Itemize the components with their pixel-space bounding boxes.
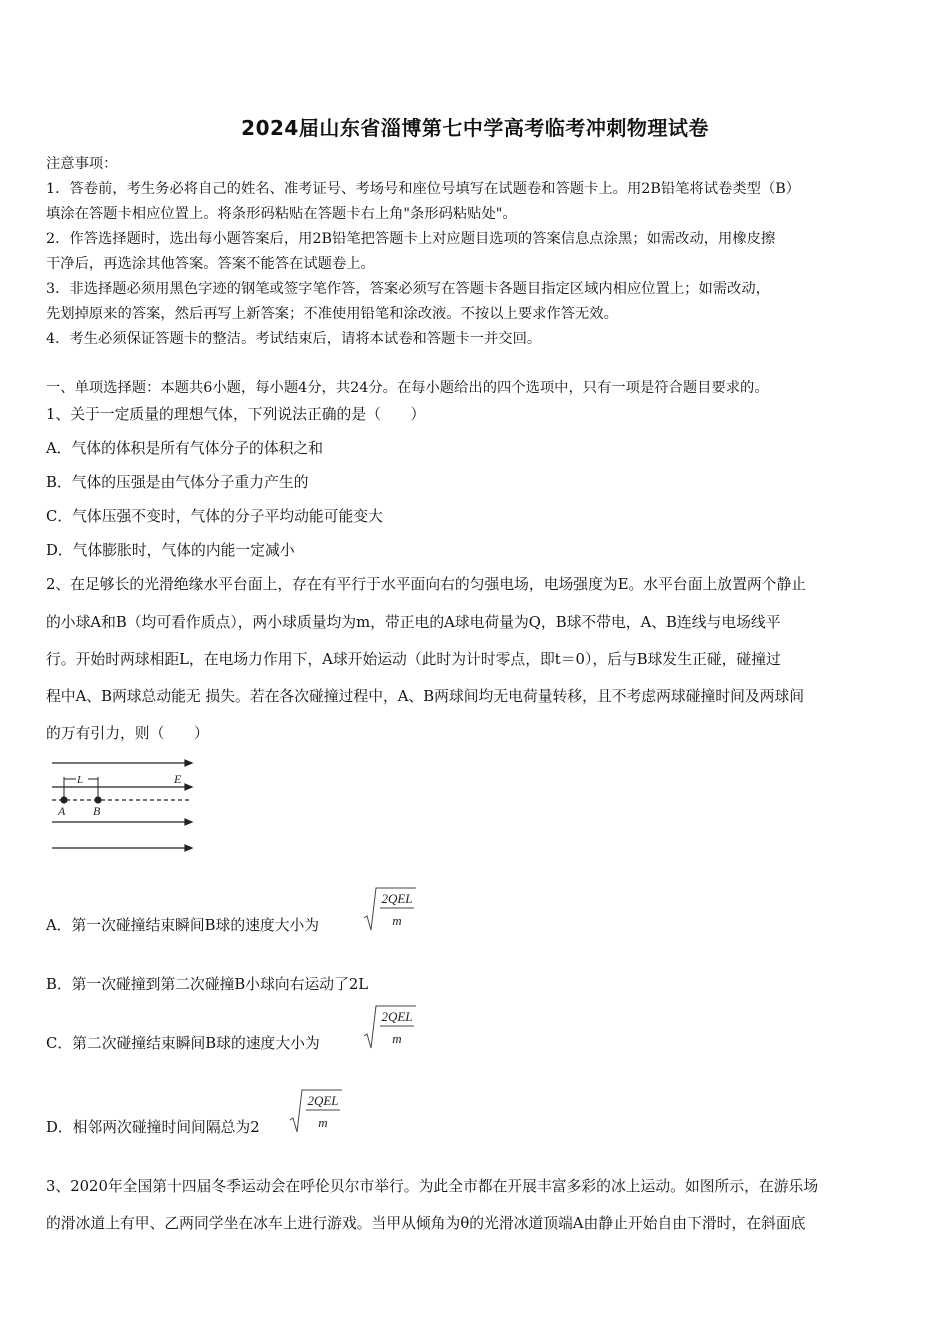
question-3-line: 3、2020年全国第十四届冬季运动会在呼伦贝尔市举行。为此全市都在开展丰富多彩的冰上运动。如图所示，在游乐场 xyxy=(46,1178,819,1195)
fraction-numerator: 2QEL xyxy=(381,1009,413,1024)
question-2-line: 2、在足够长的光滑绝缘水平台面上，存在有平行于水平面向右的匀强电场，电场强度为E。水平台面上放置两个静止 xyxy=(46,576,807,593)
question-2-option-c: C．第二次碰撞结束瞬间B球的速度大小为 xyxy=(46,1035,320,1052)
question-1-option-d: D．气体膨胀时，气体的内能一定减小 xyxy=(46,542,295,559)
question-2-option-b: B．第一次碰撞到第二次碰撞B小球向右运动了2L xyxy=(46,976,369,993)
question-1-stem: 1、关于一定质量的理想气体，下列说法正确的是（ ） xyxy=(46,406,426,423)
fraction-denominator: m xyxy=(318,1115,328,1130)
notice-line: 填涂在答题卡相应位置上。将条形码粘贴在答题卡右上角"条形码粘贴处"。 xyxy=(46,206,517,222)
sqrt-icon xyxy=(362,884,418,934)
question-3-line: 的滑冰道上有甲、乙两同学坐在冰车上进行游戏。当甲从倾角为θ的光滑冰道顶端A由静止开始自由下滑时，在斜面底 xyxy=(46,1215,806,1232)
notice-heading: 注意事项： xyxy=(46,156,118,172)
question-1-option-b: B．气体的压强是由气体分子重力产生的 xyxy=(46,474,309,491)
question-2-line: 行。开始时两球相距L，在电场力作用下，A球开始运动（此时为计时零点，即t＝0），后与B球发生正碰，碰撞过 xyxy=(46,651,781,668)
arrow-head xyxy=(185,760,192,766)
arrow-head xyxy=(185,784,192,790)
arrow-head xyxy=(185,819,192,825)
question-2-option-d: D．相邻两次碰撞时间间隔总为2 xyxy=(46,1119,260,1136)
ball-a xyxy=(61,797,67,803)
notice-line: 4．考生必须保证答题卡的整洁。考试结束后，请将本试卷和答题卡一并交回。 xyxy=(46,331,542,347)
notice-line: 1．答卷前，考生务必将自己的姓名、准考证号、考场号和座位号填写在试题卷和答题卡上。用2B铅笔将试卷类型（B） xyxy=(46,181,801,197)
fraction-denominator: m xyxy=(392,913,402,928)
fraction-denominator: m xyxy=(392,1031,402,1046)
electric-field-diagram xyxy=(46,755,206,860)
question-1-option-c: C．气体压强不变时，气体的分子平均动能可能变大 xyxy=(46,508,383,525)
page-title: 2024届山东省淄博第七中学高考临考冲刺物理试卷 xyxy=(241,116,709,140)
notice-line: 干净后，再选涂其他答案。答案不能答在试题卷上。 xyxy=(46,256,375,272)
arrow-head xyxy=(185,845,192,851)
question-2-line: 的万有引力，则（ ） xyxy=(46,725,209,742)
question-2-line: 程中A、B两球总动能无 损失。若在各次碰撞过程中，A、B两球间均无电荷量转移，且不考虑两球碰撞时间及两球间 xyxy=(46,688,805,705)
label-b: B xyxy=(93,804,101,818)
question-2-option-a: A．第一次碰撞结束瞬间B球的速度大小为 xyxy=(46,917,320,934)
ball-b xyxy=(95,797,101,803)
question-1-option-a: A．气体的体积是所有气体分子的体积之和 xyxy=(46,440,324,457)
fraction-numerator: 2QEL xyxy=(307,1093,339,1108)
label-a: A xyxy=(58,804,66,818)
section-heading: 一、单项选择题：本题共6小题，每小题4分，共24分。在每小题给出的四个选项中，只有一项是符合题目要求的。 xyxy=(46,380,769,396)
question-2-line: 的小球A和B（均可看作质点），两小球质量均为m，带正电的A球电荷量为Q，B球不带电，A、B连线与电场线平 xyxy=(46,614,781,631)
sqrt-icon xyxy=(362,1002,418,1052)
notice-line: 先划掉原来的答案，然后再写上新答案；不准使用铅笔和涂改液。不按以上要求作答无效。 xyxy=(46,306,618,322)
sqrt-icon xyxy=(288,1086,344,1136)
fraction-numerator: 2QEL xyxy=(381,891,413,906)
label-e: E xyxy=(174,772,182,786)
notice-line: 2．作答选择题时，选出每小题答案后，用2B铅笔把答题卡上对应题目选项的答案信息点涂黑；如需改动，用橡皮擦 xyxy=(46,231,776,247)
notice-line: 3．非选择题必须用黑色字迹的钢笔或签字笔作答，答案必须写在答题卡各题目指定区域内相应位置上；如需改动， xyxy=(46,281,770,297)
label-l: L xyxy=(77,774,84,786)
